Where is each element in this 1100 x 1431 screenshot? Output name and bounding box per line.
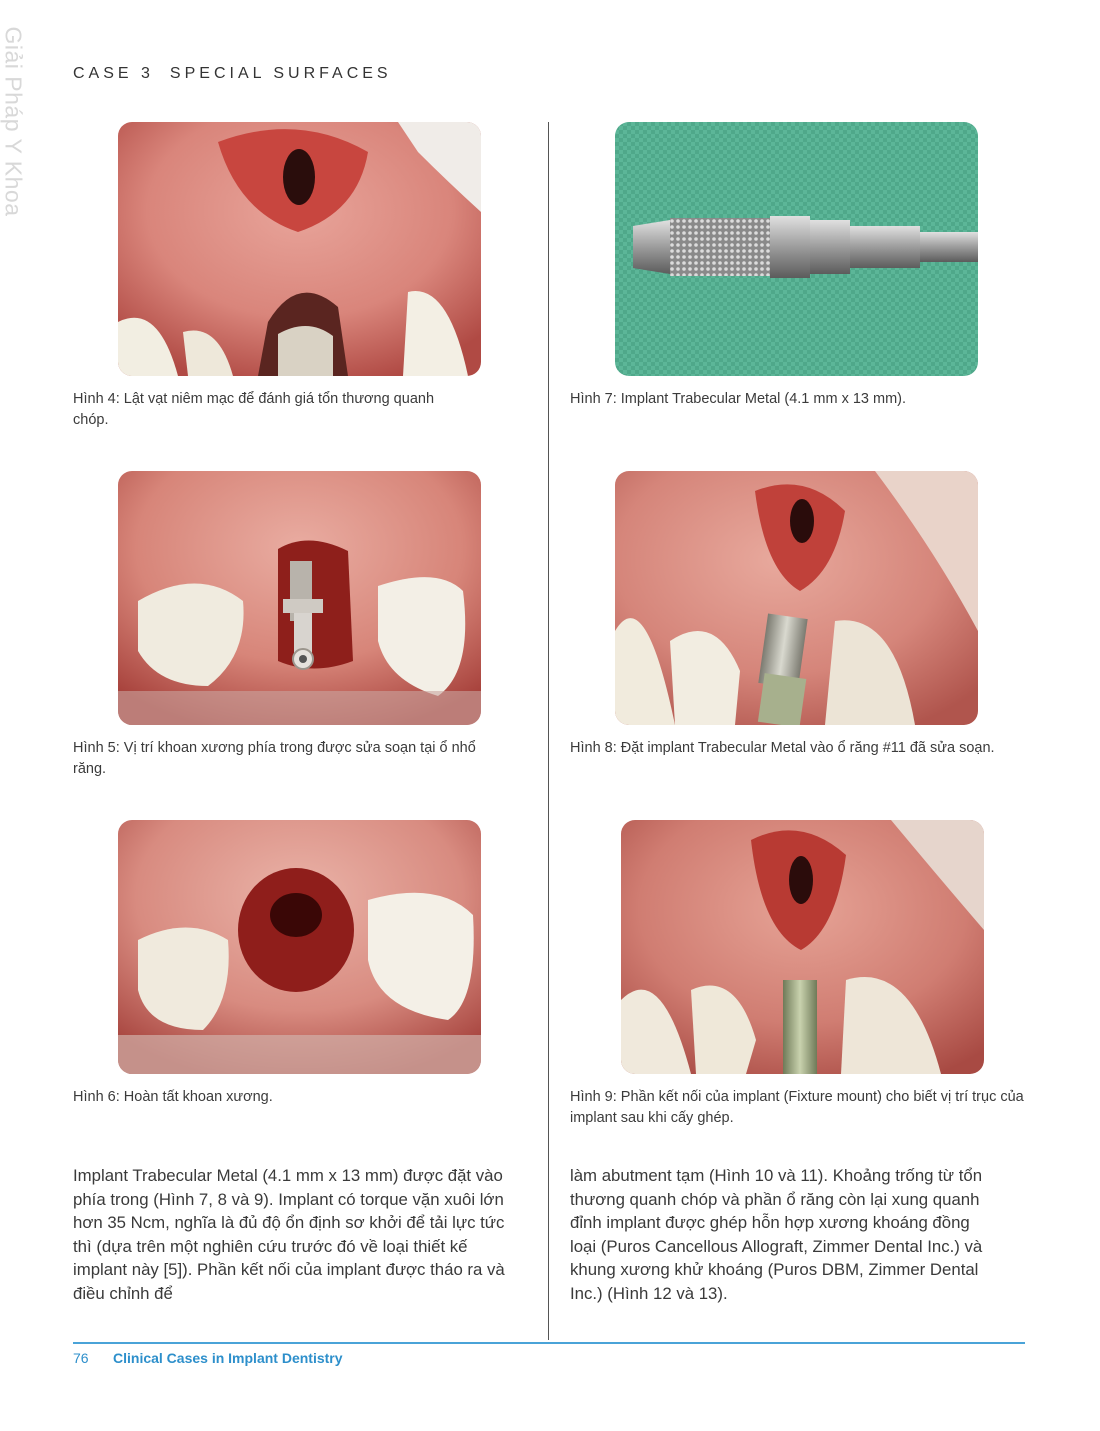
watermark: Giải Pháp Y Khoa — [0, 26, 27, 217]
figure-9-photo — [621, 820, 984, 1074]
case-label: CASE 3 — [73, 65, 154, 82]
figure-9-caption: Hình 9: Phần kết nối của implant (Fixture mount) cho biết vị trí trục của implant sau khi cấy ghép. — [570, 1089, 1024, 1126]
figure-7-photo — [615, 122, 978, 376]
figure-5-caption: Hình 5: Vị trí khoan xương phía trong được sửa soạn tại ổ nhổ răng. — [73, 740, 476, 777]
body-text-right: làm abutment tạm (Hình 10 và 11). Khoảng trống từ tổn thương quanh chóp và phần ổ răng còn lại xung quanh đỉnh implant được ghép hỗn hợp xương khoáng đồng loại (Puros Cancellous Allograft, Zimmer Dental Inc.) và khung xương khử khoáng (Puros DBM, Zimmer Dental Inc.) (Hình 12 và 13). — [570, 1166, 983, 1303]
figure-8-caption: Hình 8: Đặt implant Trabecular Metal vào ổ răng #11 đã sửa soạn. — [570, 740, 995, 756]
figure-4-photo — [118, 122, 481, 376]
figure-6-photo — [118, 820, 481, 1074]
section-label: SPECIAL SURFACES — [169, 65, 392, 82]
footer-rule — [73, 1342, 1025, 1344]
figure-7-caption: Hình 7: Implant Trabecular Metal (4.1 mm x 13 mm). — [570, 391, 907, 407]
page-footer — [73, 1350, 343, 1366]
body-text-left: Implant Trabecular Metal (4.1 mm x 13 mm) được đặt vào phía trong (Hình 7, 8 và 9). Implant có torque vặn xuôi lớn hơn 35 Ncm, nghĩa là đủ độ ổn định sơ khởi để tải lực tức thì (dựa trên một nghiên cứu trước đó về loại thiết kế implant này [5]). Phần kết nối của implant được tháo ra và điều chỉnh để — [73, 1166, 505, 1303]
figure-4-caption: Hình 4: Lật vạt niêm mạc để đánh giá tổn thương quanh chóp. — [73, 391, 435, 428]
figure-5-photo — [118, 471, 481, 725]
book-title: Clinical Cases in Implant Dentistry — [113, 1350, 343, 1366]
running-header — [73, 65, 392, 83]
page-number: 76 — [73, 1350, 89, 1366]
figure-6-caption: Hình 6: Hoàn tất khoan xương. — [73, 1089, 273, 1105]
column-divider — [548, 122, 549, 1340]
figure-8-photo — [615, 471, 978, 725]
